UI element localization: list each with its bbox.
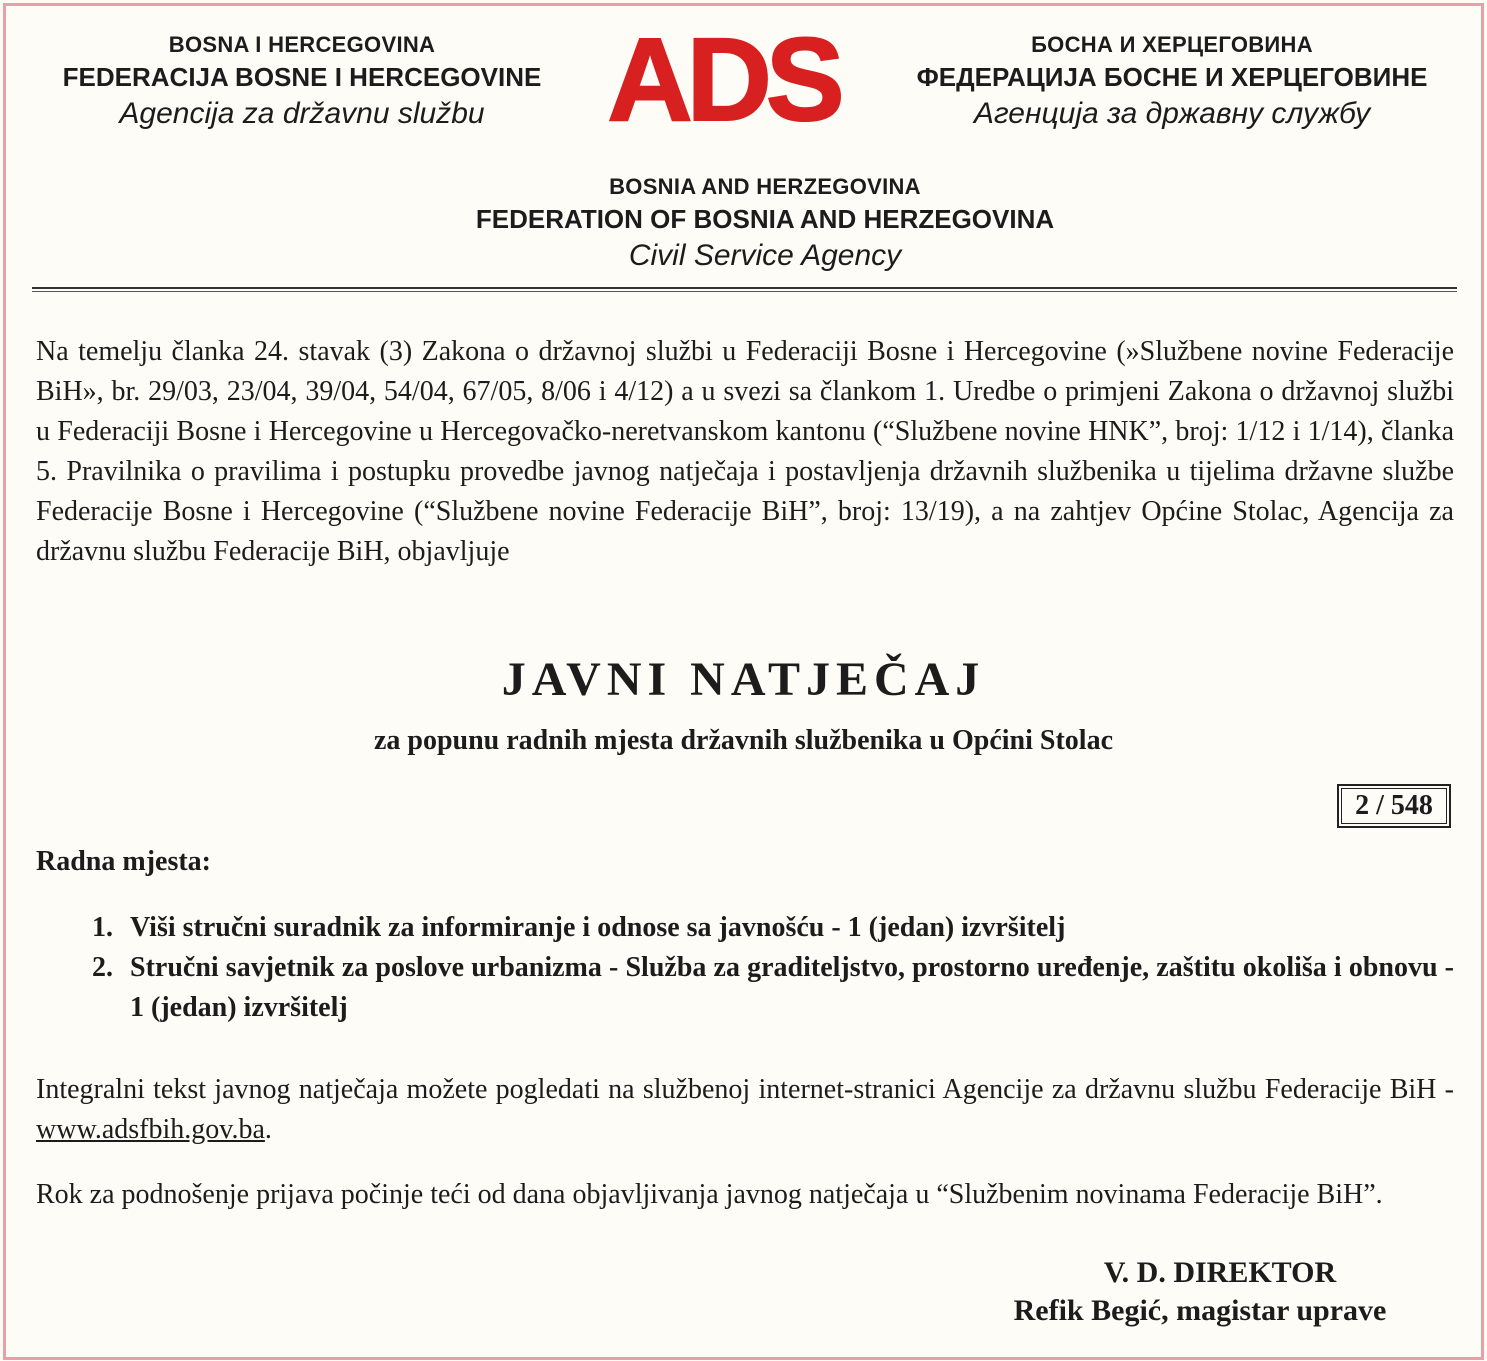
header-english-entity: FEDERATION OF BOSNIA AND HERZEGOVINA: [475, 204, 1055, 234]
header-english-country: BOSNIA AND HERZEGOVINA: [609, 174, 921, 199]
reference-badge: 2 / 548: [1337, 784, 1451, 828]
integral-text: Integralni tekst javnog natječaja možete pogledati na službenoj internet-stranici Agencije za državnu službu Federacije BiH -: [36, 1074, 1454, 1105]
positions-label: Radna mjesta:: [36, 846, 211, 877]
header-right-entity: ФЕДЕРАЦИЈА БОСНЕ И ХЕРЦЕГОВИНЕ: [916, 62, 1428, 92]
header-left-agency: Agencija za državnu službu: [119, 97, 485, 130]
ads-logo-text: ADS: [607, 24, 839, 134]
signature-name: Refik Begić, magistar uprave: [1013, 1294, 1387, 1327]
ads-logo-icon: [598, 24, 848, 134]
header-right-country: БОСНА И ХЕРЦЕГОВИНА: [1031, 32, 1313, 57]
integral-text-paragraph: [36, 1070, 1454, 1150]
deadline-paragraph: Rok za podnošenje prijava počinje teći od dana objavljivanja javnog natječaja u “Službenim novinama Federacije BiH”.: [36, 1179, 1383, 1210]
intro-paragraph: Na temelju članka 24. stavak (3) Zakona o državnoj službi u Federaciji Bosne i Hercegovine (»Službene novine Federacije BiH», br. 29/03, 23/04, 39/04, 54/04, 67/05, 8/06 i 4/12) a u svezi sa člankom 1. Uredbe o primjeni Zakona o državnoj službi u Federaciji Bosne i Hercegovine u Hercegovačko-neretvanskom kantonu (“Službene novine HNK”, broj: 1/12 i 1/14), članka 5. Pravilnika o pravilima i postupku provedbe javnog natječaja i postavljenja državnih službenika u tijelima državne službe Federacije Bosne i Hercegovine (“Službene novine Federacije BiH”, broj: 13/19), a na zahtjev Općine Stolac, Agencija za državnu službu Federacije BiH, objavljuje: [36, 336, 1454, 567]
notice-subtitle: za popunu radnih mjesta državnih službenika u Općini Stolac: [373, 725, 1114, 756]
position-text: Stručni savjetnik za poslove urbanizma - Služba za graditeljstvo, prostorno uređenje, zaštitu okoliša i obnovu - 1 (jedan) izvršitelj: [130, 952, 1454, 1023]
position-number: 2.: [92, 952, 113, 983]
header-left: [32, 30, 572, 134]
agency-website-link[interactable]: www.adsfbih.gov.ba: [36, 1114, 265, 1145]
position-item: [92, 908, 1454, 948]
header-right-agency: Агенција за државну службу: [973, 97, 1371, 130]
signature-role: V. D. DIREKTOR: [1103, 1256, 1337, 1289]
header-english-agency: Civil Service Agency: [628, 239, 902, 272]
notice-title: JAVNI NATJEČAJ: [501, 653, 986, 706]
header-right: [882, 30, 1462, 134]
position-number: 1.: [92, 912, 113, 943]
header-divider: [32, 287, 1457, 289]
position-text: Viši stručni suradnik za informiranje i odnose sa javnošću - 1 (jedan) izvršitelj: [130, 912, 1066, 943]
position-item: [92, 948, 1454, 1028]
header-left-entity: FEDERACIJA BOSNE I HERCEGOVINE: [62, 62, 542, 92]
header-left-country: BOSNA I HERCEGOVINA: [168, 32, 436, 57]
header-english: [430, 172, 1100, 276]
integral-suffix: .: [264, 1114, 272, 1145]
header-divider-thin: [32, 291, 1457, 292]
